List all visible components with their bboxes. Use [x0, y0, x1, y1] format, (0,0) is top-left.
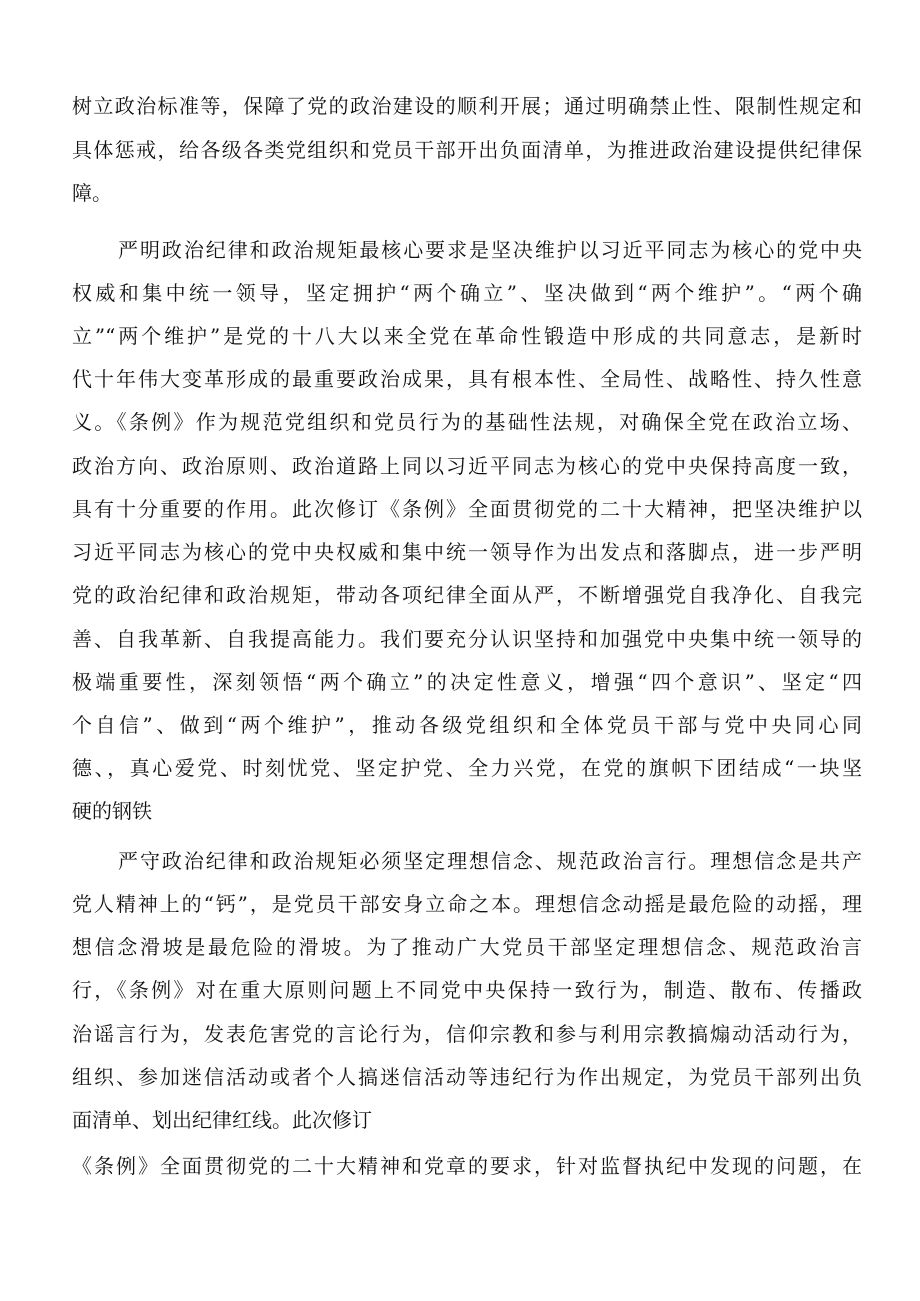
text-line: 严守政治纪律和政治规矩必须坚定理想信念、规范政治言行。理想信念是共产 — [118, 849, 862, 873]
text-line: 极端重要性，深刻领悟“两个确立”的决定性意义，增强“四个意识”、坚定“四 — [72, 670, 862, 694]
text-line: 障。 — [72, 181, 112, 205]
text-line: 善、自我革新、自我提高能力。我们要充分认识坚持和加强党中央集中统一领导的 — [72, 627, 862, 651]
text-line: 面清单、划出纪律红线。此次修订 — [72, 1108, 372, 1132]
text-line: 党人精神上的“钙”，是党员干部安身立命之本。理想信念动摇是最危险的动摇，理 — [72, 892, 862, 916]
text-line: 行，《条例》对在重大原则问题上不同党中央保持一致行为，制造、散布、传播政 — [72, 978, 862, 1002]
text-line: 习近平同志为核心的党中央权威和集中统一领导作为出发点和落脚点，进一步严明 — [72, 540, 862, 564]
text-line: 治谣言行为，发表危害党的言论行为，信仰宗教和参与利用宗教搞煽动活动行为， — [72, 1022, 862, 1046]
text-line: 义。《条例》作为规范党组织和党员行为的基础性法规，对确保全党在政治立场、 — [72, 410, 862, 434]
text-line: 想信念滑坡是最危险的滑坡。为了推动广大党员干部坚定理想信念、规范政治言 — [72, 935, 862, 959]
text-line: 权威和集中统一领导，坚定拥护“两个确立”、坚决做到“两个维护”。“两个确 — [72, 281, 862, 305]
text-line: 组织、参加迷信活动或者个人搞迷信活动等违纪行为作出规定，为党员干部列出负 — [72, 1065, 862, 1089]
text-line: 《条例》全面贯彻党的二十大精神和党章的要求，针对监督执纪中发现的问题，在 — [72, 1154, 862, 1178]
text-line: 严明政治纪律和政治规矩最核心要求是坚决维护以习近平同志为核心的党中央 — [118, 238, 862, 262]
text-line: 具有十分重要的作用。此次修订《条例》全面贯彻党的二十大精神，把坚决维护以 — [72, 497, 862, 521]
text-line: 政治方向、政治原则、政治道路上同以习近平同志为核心的党中央保持高度一致， — [72, 454, 862, 478]
text-line: 个自信”、做到“两个维护”，推动各级党组织和全体党员干部与党中央同心同 — [72, 713, 862, 737]
text-line: 硬的钢铁 — [72, 799, 152, 823]
text-line: 代十年伟大变革形成的最重要政治成果，具有根本性、全局性、战略性、持久性意 — [72, 367, 862, 391]
text-line: 具体惩戒，给各级各类党组织和党员干部开出负面清单，为推进政治建设提供纪律保 — [72, 138, 862, 162]
text-line: 立”“两个维护”是党的十八大以来全党在革命性锻造中形成的共同意志，是新时 — [72, 324, 862, 348]
text-line: 党的政治纪律和政治规矩，带动各项纪律全面从严，不断增强党自我净化、自我完 — [72, 583, 862, 607]
text-line: 德、，真心爱党、时刻忧党、坚定护党、全力兴党，在党的旗帜下团结成“一块坚 — [72, 756, 862, 780]
text-line: 树立政治标准等，保障了党的政治建设的顺利开展；通过明确禁止性、限制性规定和 — [72, 94, 862, 118]
